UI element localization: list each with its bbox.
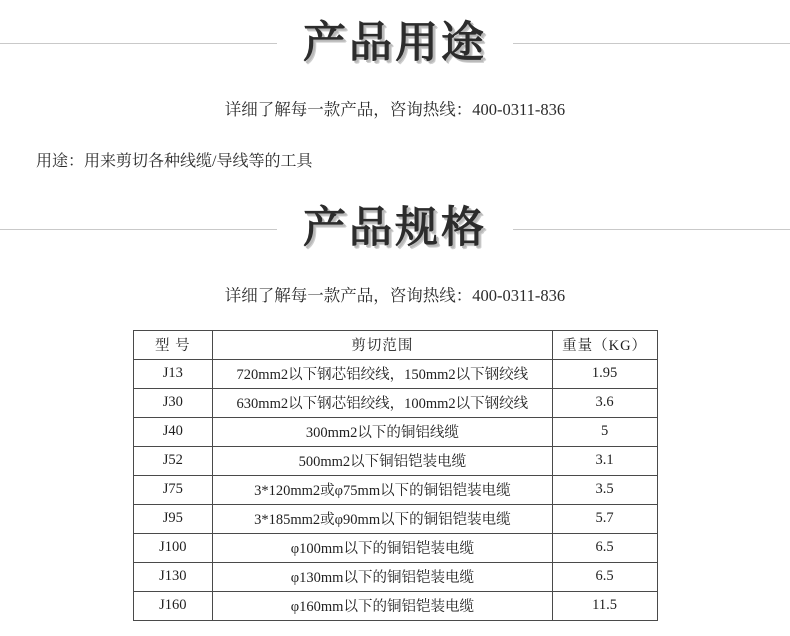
- cell-model: J95: [133, 504, 213, 533]
- usage-heading: 产品用途: [277, 20, 513, 66]
- cell-model: J75: [133, 475, 213, 504]
- cell-model: J13: [133, 359, 213, 388]
- spec-table: [133, 330, 658, 621]
- cell-range: φ100mm以下的铜铝铠装电缆: [213, 533, 553, 562]
- cell-model: J160: [133, 591, 213, 620]
- cell-model: J100: [133, 533, 213, 562]
- cell-range: φ130mm以下的铜铝铠装电缆: [213, 562, 553, 591]
- table-row: [133, 388, 657, 417]
- spec-subtitle: 详细了解每一款产品，咨询热线：400-0311-836: [224, 285, 566, 305]
- table-row: [133, 533, 657, 562]
- table-row: [133, 359, 657, 388]
- section-banner-spec: [0, 203, 790, 254]
- cell-weight: 3.1: [552, 446, 657, 475]
- cell-model: J40: [133, 417, 213, 446]
- cell-weight: 5: [552, 417, 657, 446]
- column-header-model: 型 号: [133, 330, 213, 359]
- cell-range: 500mm2以下铜铝铠装电缆: [213, 446, 553, 475]
- cell-range: 300mm2以下的铜铝线缆: [213, 417, 553, 446]
- cell-weight: 6.5: [552, 533, 657, 562]
- cell-weight: 5.7: [552, 504, 657, 533]
- cell-range: 720mm2以下钢芯铝绞线，150mm2以下钢绞线: [213, 359, 553, 388]
- cell-model: J52: [133, 446, 213, 475]
- cell-model: J130: [133, 562, 213, 591]
- section-banner-usage: [0, 20, 790, 66]
- cell-range: φ160mm以下的铜铝铠装电缆: [213, 591, 553, 620]
- cell-weight: 11.5: [552, 591, 657, 620]
- table-row: [133, 446, 657, 475]
- cell-weight: 1.95: [552, 359, 657, 388]
- cell-model: J30: [133, 388, 213, 417]
- spec-table-container: [0, 330, 790, 621]
- table-row: [133, 417, 657, 446]
- usage-subtitle: 详细了解每一款产品，咨询热线：400-0311-836: [224, 100, 566, 120]
- column-header-range: 剪切范围: [213, 330, 553, 359]
- cell-weight: 3.5: [552, 475, 657, 504]
- product-info-page: [0, 20, 790, 636]
- cell-range: 3*185mm2或φ90mm以下的铜铝铠装电缆: [213, 504, 553, 533]
- table-row: [133, 504, 657, 533]
- table-header-row: [133, 330, 657, 359]
- cell-weight: 3.6: [552, 388, 657, 417]
- column-header-weight: 重量（KG）: [552, 330, 657, 359]
- spec-heading: 产品规格: [277, 205, 513, 251]
- cell-range: 630mm2以下钢芯铝绞线，100mm2以下钢绞线: [213, 388, 553, 417]
- cell-weight: 6.5: [552, 562, 657, 591]
- table-row: [133, 562, 657, 591]
- usage-description: 用途：用来剪切各种线缆/导线等的工具: [36, 153, 313, 171]
- table-row: [133, 591, 657, 620]
- cell-range: 3*120mm2或φ75mm以下的铜铝铠装电缆: [213, 475, 553, 504]
- table-row: [133, 475, 657, 504]
